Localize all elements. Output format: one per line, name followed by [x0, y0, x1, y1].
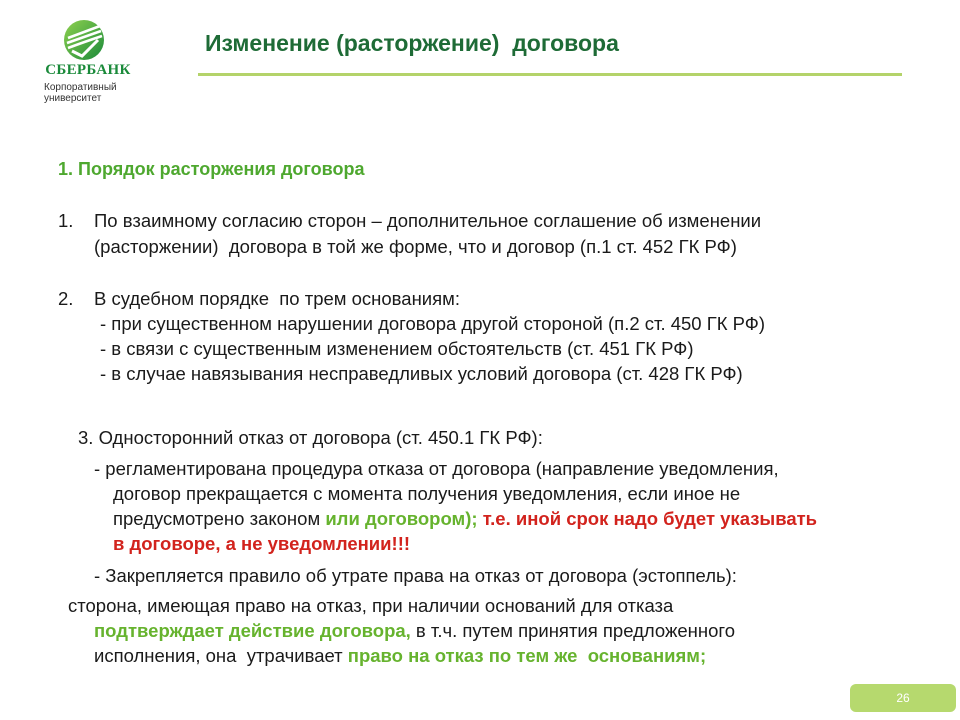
item3-p1-line2: договор прекращается с момента получения уведомления, если иное не [113, 483, 741, 504]
item1-number: 1. [58, 210, 74, 231]
brand-subtitle-line2: университет [44, 93, 102, 104]
brand-name: СБЕРБАНК [45, 62, 131, 78]
page-number-badge: 26 [850, 684, 956, 712]
brand-subtitle-line1: Корпоративный [44, 82, 117, 93]
item3-p3-line2 [94, 619, 735, 643]
item1-line1: По взаимному согласию сторон – дополнительное соглашение об изменении [94, 210, 762, 231]
title-divider [198, 73, 902, 76]
section-heading: 1. Порядок расторжения договора [58, 159, 365, 179]
item3-p3-line3 [94, 644, 706, 668]
item3-p3-line2-plain: в т.ч. путем принятия предложенного [410, 620, 735, 641]
item3-p3-line3-highlight: право на отказ по тем же основаниям; [347, 645, 707, 666]
item3-p1-line1: - регламентирована процедура отказа от договора (направление уведомления, [94, 458, 779, 479]
item3-p3-line3-plain: исполнения, она утрачивает [94, 645, 348, 666]
item2-intro: В судебном порядке по трем основаниям: [94, 288, 461, 309]
item3-p2-line1: - Закрепляется правило об утрате права на отказ от договора (эстоппель): [94, 565, 737, 586]
item2-number: 2. [58, 288, 74, 309]
item3-p1-line3 [113, 507, 817, 531]
item1-line2: (расторжении) договора в той же форме, что и договор (п.1 ст. 452 ГК РФ) [94, 236, 737, 257]
brand-subtitle [44, 82, 136, 104]
item3-p1-line4-alert: в договоре, а не уведомлении!!! [113, 533, 411, 554]
item2-bullet-1: - при существенном нарушении договора другой стороной (п.2 ст. 450 ГК РФ) [100, 313, 766, 334]
item2-bullet-2: - в связи с существенным изменением обстоятельств (ст. 451 ГК РФ) [100, 338, 694, 359]
sberbank-emblem-icon [62, 18, 106, 62]
item3-p1-line3-alert: т.е. иной срок надо будет указывать [477, 508, 818, 529]
item3-heading: 3. Односторонний отказ от договора (ст. 450.1 ГК РФ): [78, 427, 543, 448]
item3-p1-line3-highlight: или договором); [325, 508, 478, 529]
item3-p3-line2-highlight: подтверждает действие договора, [94, 620, 411, 641]
item2-bullet-3: - в случае навязывания несправедливых условий договора (ст. 428 ГК РФ) [100, 363, 743, 384]
page-title: Изменение (расторжение) договора [205, 30, 619, 56]
item3-p3-line1: сторона, имеющая право на отказ, при наличии оснований для отказа [68, 595, 674, 616]
item3-p1-line3-plain: предусмотрено законом [113, 508, 326, 529]
